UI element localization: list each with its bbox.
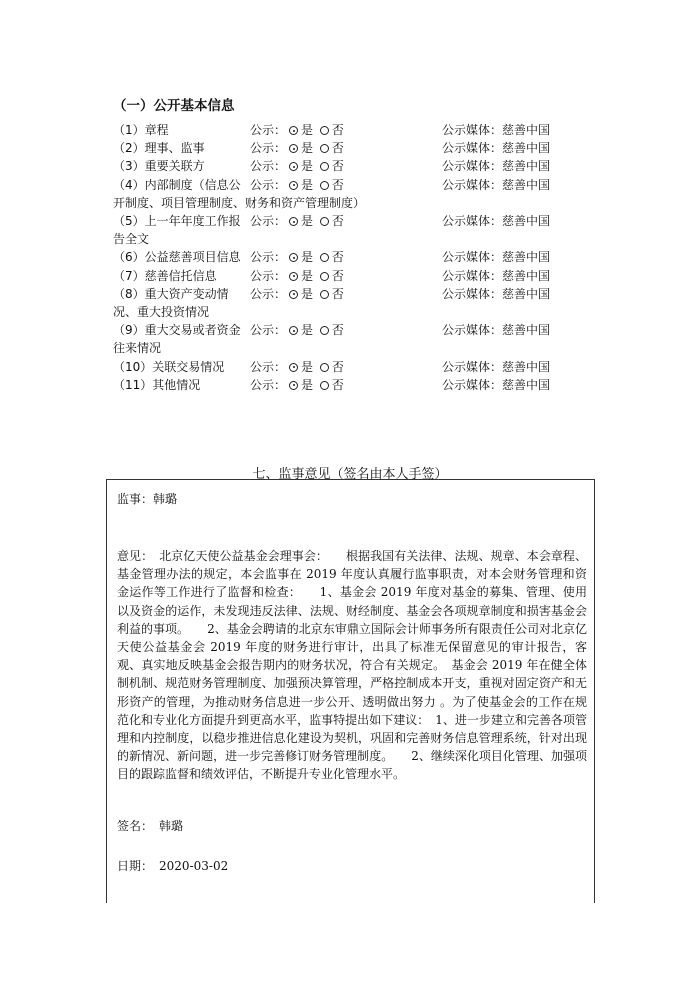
publish-label: 公示：: [250, 141, 287, 156]
disclosure-row-continuation: [113, 194, 593, 212]
item-number: （7）: [113, 268, 145, 283]
disclosure-row: [113, 248, 593, 266]
item-name: 慈善信托信息: [144, 268, 217, 283]
media-label: 公示媒体：: [442, 123, 503, 137]
no-label: 否: [331, 141, 344, 156]
date-line: [117, 857, 228, 874]
disclosure-row: [113, 157, 593, 175]
item-number: （4）: [113, 177, 145, 192]
disclosure-row: [113, 321, 593, 339]
disclosure-row: [113, 267, 593, 285]
no-label: 否: [331, 286, 344, 301]
radio-no-icon[interactable]: [320, 126, 329, 135]
supervisor-label: 监事：: [117, 492, 154, 506]
no-label: 否: [331, 250, 344, 265]
item-cell: [113, 267, 250, 285]
item-number: （10）: [113, 359, 153, 374]
item-name: 章程: [144, 123, 169, 137]
publish-cell: [250, 157, 442, 175]
publish-cell: [250, 212, 442, 230]
opinion-box: [106, 479, 595, 903]
publish-cell: [250, 139, 442, 157]
item-cell: [113, 358, 250, 376]
opinion-heading: 七、监事意见（签名由本人手签）: [252, 467, 448, 482]
media-name: 慈善中国: [502, 214, 551, 229]
publish-label: 公示：: [250, 359, 287, 374]
no-label: 否: [331, 214, 344, 229]
radio-no-icon[interactable]: [320, 272, 329, 281]
radio-no-icon[interactable]: [320, 217, 329, 226]
radio-yes-checked-icon[interactable]: [289, 253, 298, 262]
media-cell: [442, 321, 593, 339]
yes-label: 是: [301, 377, 314, 392]
radio-no-icon[interactable]: [320, 381, 329, 390]
media-label: 公示媒体：: [442, 268, 503, 283]
no-label: 否: [331, 177, 344, 192]
publish-label: 公示：: [250, 377, 287, 392]
publish-cell: [250, 267, 442, 285]
disclosure-row: [113, 376, 593, 394]
section-title: （一）公开基本信息: [113, 98, 235, 114]
radio-yes-checked-icon[interactable]: [289, 290, 298, 299]
radio-yes-checked-icon[interactable]: [289, 363, 298, 372]
publish-label: 公示：: [250, 250, 287, 265]
item-cell: [113, 321, 250, 339]
yes-label: 是: [301, 177, 314, 192]
media-name: 慈善中国: [502, 268, 551, 283]
media-name: 慈善中国: [502, 123, 551, 137]
media-name: 慈善中国: [502, 286, 551, 301]
media-cell: [442, 285, 593, 303]
item-cell: [113, 212, 250, 230]
disclosure-row-continuation: [113, 230, 593, 248]
item-name-continuation: 开制度、项目管理制度、财务和资产管理制度）: [113, 195, 366, 210]
publish-cell: [250, 176, 442, 194]
radio-yes-checked-icon[interactable]: [289, 144, 298, 153]
date-value: 2020-03-02: [159, 859, 229, 873]
item-name-continuation: 告全文: [113, 232, 150, 247]
radio-yes-checked-icon[interactable]: [289, 181, 298, 190]
disclosure-row: [113, 358, 593, 376]
publish-label: 公示：: [250, 123, 287, 137]
media-label: 公示媒体：: [442, 323, 503, 338]
radio-no-icon[interactable]: [320, 363, 329, 372]
media-name: 慈善中国: [502, 177, 551, 192]
radio-yes-checked-icon[interactable]: [289, 126, 298, 135]
media-label: 公示媒体：: [442, 250, 503, 265]
yes-label: 是: [301, 123, 314, 137]
radio-yes-checked-icon[interactable]: [289, 381, 298, 390]
publish-cell: [250, 321, 442, 339]
radio-yes-checked-icon[interactable]: [289, 326, 298, 335]
media-cell: [442, 376, 593, 394]
disclosure-row: [113, 212, 593, 230]
media-label: 公示媒体：: [442, 359, 503, 374]
no-label: 否: [331, 123, 344, 137]
item-name: 重大交易或者资金: [144, 323, 241, 338]
publish-label: 公示：: [250, 214, 287, 229]
media-name: 慈善中国: [502, 159, 551, 174]
media-cell: [442, 176, 593, 194]
publish-label: 公示：: [250, 177, 287, 192]
item-cell: [113, 157, 250, 175]
radio-no-icon[interactable]: [320, 290, 329, 299]
publish-cell: [250, 358, 442, 376]
item-number: （1）: [113, 123, 145, 137]
supervisor-line: [117, 490, 177, 507]
item-name: 内部制度（信息公: [144, 177, 241, 192]
disclosure-row: [113, 176, 593, 194]
yes-label: 是: [301, 159, 314, 174]
no-label: 否: [331, 159, 344, 174]
yes-label: 是: [301, 250, 314, 265]
publish-cell: [250, 376, 442, 394]
signature-label: 签名：: [117, 819, 148, 833]
item-cell: [113, 139, 250, 157]
yes-label: 是: [301, 141, 314, 156]
media-label: 公示媒体：: [442, 214, 503, 229]
disclosure-rows: [113, 121, 593, 394]
media-cell: [442, 358, 593, 376]
publish-cell: [250, 121, 442, 139]
radio-yes-checked-icon[interactable]: [289, 272, 298, 281]
item-name-continuation: 往来情况: [113, 341, 162, 356]
disclosure-row: [113, 121, 593, 139]
media-label: 公示媒体：: [442, 286, 503, 301]
item-name: 其他情况: [152, 377, 201, 392]
radio-no-icon[interactable]: [320, 162, 329, 171]
item-name: 公益慈善项目信息: [144, 250, 241, 265]
media-cell: [442, 212, 593, 230]
media-cell: [442, 248, 593, 266]
publish-label: 公示：: [250, 286, 287, 301]
disclosure-row: [113, 139, 593, 157]
item-name: 关联交易情况: [152, 359, 225, 374]
disclosure-table: [113, 121, 593, 394]
yes-label: 是: [301, 214, 314, 229]
yes-label: 是: [301, 359, 314, 374]
item-number: （8）: [113, 286, 145, 301]
media-cell: [442, 121, 593, 139]
item-cell: [113, 376, 250, 394]
item-number: （11）: [113, 377, 153, 392]
media-label: 公示媒体：: [442, 159, 503, 174]
item-name-continuation: 况、重大投资情况: [113, 305, 210, 320]
item-cell: [113, 285, 250, 303]
item-cell: [113, 248, 250, 266]
item-name: 上一年年度工作报: [144, 214, 241, 229]
item-number: （2）: [113, 141, 145, 156]
signature-name: 韩璐: [159, 819, 184, 833]
publish-cell: [250, 285, 442, 303]
no-label: 否: [331, 359, 344, 374]
no-label: 否: [331, 323, 344, 338]
radio-no-icon[interactable]: [320, 181, 329, 190]
item-number: （6）: [113, 250, 145, 265]
media-cell: [442, 267, 593, 285]
opinion-body: 意见： 北京亿天使公益基金会理事会： 根据我国有关法律、法规、规章、本会章程、基金管理办法的规定，本会监事在 2019 年度认真履行监事职责，对本会财务管理和资金运作等工作进行了监督和检查： 1、基金会 2019 年度对基金的募集、管理、使用以及资金的运作，未发现违反法律、法规、财经制度、基金会各项规章制度和损害基金会利益的事项。 2、基金会聘请的北京东审鼎立国际会计师事务所有限责任公司对北京亿天使公益基金会 2019 年度的财务进行审计，出具了标准无保留意见的审计报告，客观、真实地反映基金会报告期内的财务状况，符合有关规定。 基金会 2019 年在健全体制机制、规范财务管理制度、加强预决算管理，严格控制成本开支，重视对固定资产和无形资产的管理，为推动财务信息进一步公开、透明做出努力 。为了使基金会的工作在规范化和专业化方面提升到更高水平，监事特提出如下建议： 1、进一步建立和完善各项管理和内控制度，以稳步推进信息化建设为契机，巩固和完善财务信息管理系统，针对出现的新情况、新问题，进一步完善修订财务管理制度。 2、继续深化项目化管理、加强项目的跟踪监督和绩效评估，不断提升专业化管理水平。: [117, 549, 587, 782]
radio-no-icon[interactable]: [320, 326, 329, 335]
item-number: （5）: [113, 214, 145, 229]
radio-yes-checked-icon[interactable]: [289, 162, 298, 171]
media-cell: [442, 139, 593, 157]
yes-label: 是: [301, 286, 314, 301]
media-label: 公示媒体：: [442, 177, 503, 192]
item-name: 重大资产变动情: [144, 286, 229, 301]
item-cell: [113, 121, 250, 139]
publish-label: 公示：: [250, 159, 287, 174]
no-label: 否: [331, 268, 344, 283]
media-label: 公示媒体：: [442, 141, 503, 156]
signature-line: [117, 817, 183, 834]
item-number: （3）: [113, 159, 145, 174]
disclosure-row-continuation: [113, 339, 593, 357]
yes-label: 是: [301, 268, 314, 283]
media-label: 公示媒体：: [442, 377, 503, 392]
item-name: 理事、监事: [144, 141, 205, 156]
disclosure-row: [113, 285, 593, 303]
supervisor-name: 韩璐: [153, 492, 178, 506]
publish-label: 公示：: [250, 268, 287, 283]
publish-cell: [250, 248, 442, 266]
media-cell: [442, 157, 593, 175]
disclosure-row-continuation: [113, 303, 593, 321]
media-name: 慈善中国: [502, 250, 551, 265]
radio-yes-checked-icon[interactable]: [289, 217, 298, 226]
yes-label: 是: [301, 323, 314, 338]
media-name: 慈善中国: [502, 141, 551, 156]
media-name: 慈善中国: [502, 359, 551, 374]
item-cell: [113, 176, 250, 194]
media-name: 慈善中国: [502, 377, 551, 392]
publish-label: 公示：: [250, 323, 287, 338]
radio-no-icon[interactable]: [320, 253, 329, 262]
media-name: 慈善中国: [502, 323, 551, 338]
item-name: 重要关联方: [144, 159, 205, 174]
item-number: （9）: [113, 323, 145, 338]
no-label: 否: [331, 377, 344, 392]
radio-no-icon[interactable]: [320, 144, 329, 153]
date-label: 日期：: [117, 859, 148, 873]
